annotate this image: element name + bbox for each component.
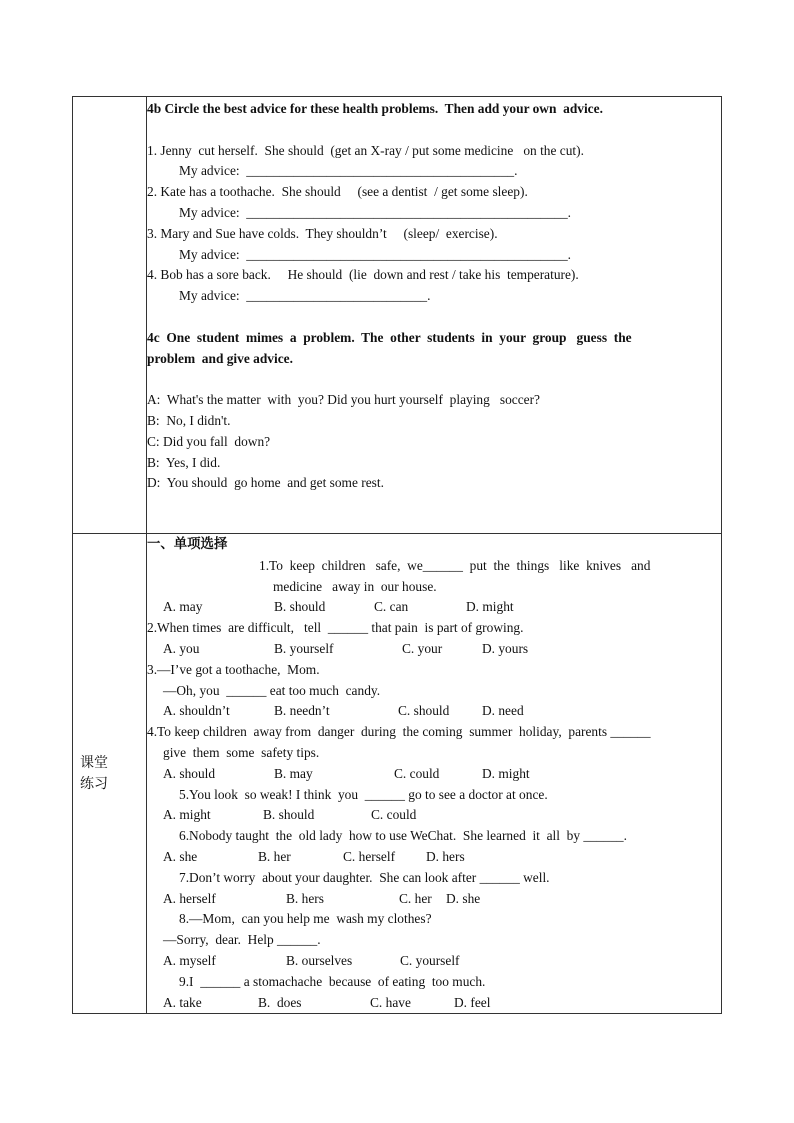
option: D. feel — [454, 994, 491, 1010]
heading-4b: 4b Circle the best advice for these health problems. Then add your own advice. — [147, 101, 603, 116]
q2: 2.When times are difficult, tell ______ that pain is part of growing. — [147, 620, 524, 636]
q5-options — [147, 805, 721, 826]
section-title: 一、单项选择 — [147, 537, 228, 552]
row-activities — [73, 97, 722, 534]
option: C. could — [394, 765, 440, 781]
q1-line1: 1.To keep children safe, we______ put the things like knives and — [259, 557, 651, 573]
option: A. herself — [163, 890, 216, 906]
option: A. should — [163, 765, 216, 781]
option: A. she — [163, 848, 198, 864]
option: D. hers — [426, 848, 465, 864]
q7: 7.Don’t worry about your daughter. She can look after ______ well. — [179, 869, 550, 885]
dialogue-line: A: What's the matter with you? Did you hurt yourself playing soccer? — [147, 392, 541, 408]
q3-options — [147, 701, 721, 722]
option: C. your — [402, 640, 443, 656]
advice-line-1: My advice: ________________________________________. — [179, 163, 518, 179]
option: C. yourself — [400, 952, 460, 968]
q3-line2: —Oh, you ______ eat too much candy. — [163, 682, 381, 698]
q3-line1: 3.—I’ve got a toothache, Mom. — [147, 661, 320, 677]
left-cell-empty — [73, 97, 147, 534]
heading-4c-line1: 4c One student mimes a problem. The other students in your group guess the — [147, 329, 632, 345]
option: D. she — [446, 890, 481, 906]
q4-line1: 4.To keep children away from danger during the coming summer holiday, parents ______ — [147, 724, 651, 740]
option: D. might — [482, 765, 530, 781]
q8-line1: 8.—Mom, can you help me wash my clothes? — [179, 911, 432, 927]
question-4b-1: 1. Jenny cut herself. She should (get an X-ray / put some medicine on the cut). — [147, 142, 584, 158]
q1-line2: medicine away in our house. — [273, 578, 437, 594]
practice-cell — [147, 534, 722, 1014]
option: B. her — [258, 848, 291, 864]
option: D. need — [482, 703, 524, 719]
row-practice — [73, 534, 722, 1014]
option: B. should — [263, 807, 315, 823]
advice-line-2: My advice: ________________________________________________. — [179, 204, 572, 220]
dialogue-line: B: Yes, I did. — [147, 454, 221, 470]
question-4b-4: 4. Bob has a sore back. He should (lie down and rest / take his temperature). — [147, 267, 579, 283]
q2-options — [147, 639, 721, 660]
option: A. shouldn’t — [163, 703, 230, 719]
dialogue-line: B: No, I didn't. — [147, 412, 231, 428]
option: B. hers — [286, 890, 324, 906]
question-4b-3: 3. Mary and Sue have colds. They shouldn’t (sleep/ exercise). — [147, 225, 498, 241]
q6-options — [147, 847, 721, 868]
advice-line-3: My advice: ________________________________________________. — [179, 246, 572, 262]
option: C. have — [370, 994, 411, 1010]
q1-options — [147, 597, 721, 618]
q4-line2: give them some safety tips. — [163, 744, 320, 760]
q4-options — [147, 764, 721, 785]
q9-options — [147, 993, 721, 1014]
practice-label-cell — [73, 534, 147, 1014]
option: D. might — [466, 599, 514, 615]
q8-line2: —Sorry, dear. Help ______. — [163, 932, 321, 948]
option: A. you — [163, 640, 200, 656]
dialogue-line: D: You should go home and get some rest. — [147, 475, 384, 491]
option: A. take — [163, 994, 202, 1010]
option: C. could — [371, 807, 417, 823]
option: C. herself — [343, 848, 396, 864]
practice-label-line1: 课堂 — [80, 755, 108, 771]
dialogue-line: C: Did you fall down? — [147, 433, 271, 449]
advice-line-4: My advice: ___________________________. — [179, 288, 431, 304]
q9: 9.I ______ a stomachache because of eating too much. — [179, 973, 486, 989]
option: C. should — [398, 703, 450, 719]
option: B. may — [274, 765, 313, 781]
q8-options — [147, 951, 721, 972]
heading-4c-line2: problem and give advice. — [147, 350, 293, 366]
option: D. yours — [482, 640, 529, 656]
practice-label — [73, 534, 146, 795]
practice-label-line2: 练习 — [80, 776, 108, 792]
option: B. yourself — [274, 640, 334, 656]
q5: 5.You look so weak! I think you ______ go to see a doctor at once. — [179, 786, 548, 802]
option: B. needn’t — [274, 703, 330, 719]
worksheet-table — [72, 96, 722, 1014]
option: A. myself — [163, 952, 216, 968]
option: C. her — [399, 890, 432, 906]
option: A. may — [163, 599, 203, 615]
q6: 6.Nobody taught the old lady how to use WeChat. She learned it all by ______. — [179, 828, 627, 844]
option: C. can — [374, 599, 409, 615]
activities-cell — [147, 97, 722, 534]
q7-options — [147, 889, 721, 910]
option: B. does — [258, 994, 302, 1010]
option: B. should — [274, 599, 326, 615]
question-4b-2: 2. Kate has a toothache. She should (see a dentist / get some sleep). — [147, 184, 528, 200]
option: B. ourselves — [286, 952, 353, 968]
option: A. might — [163, 807, 211, 823]
